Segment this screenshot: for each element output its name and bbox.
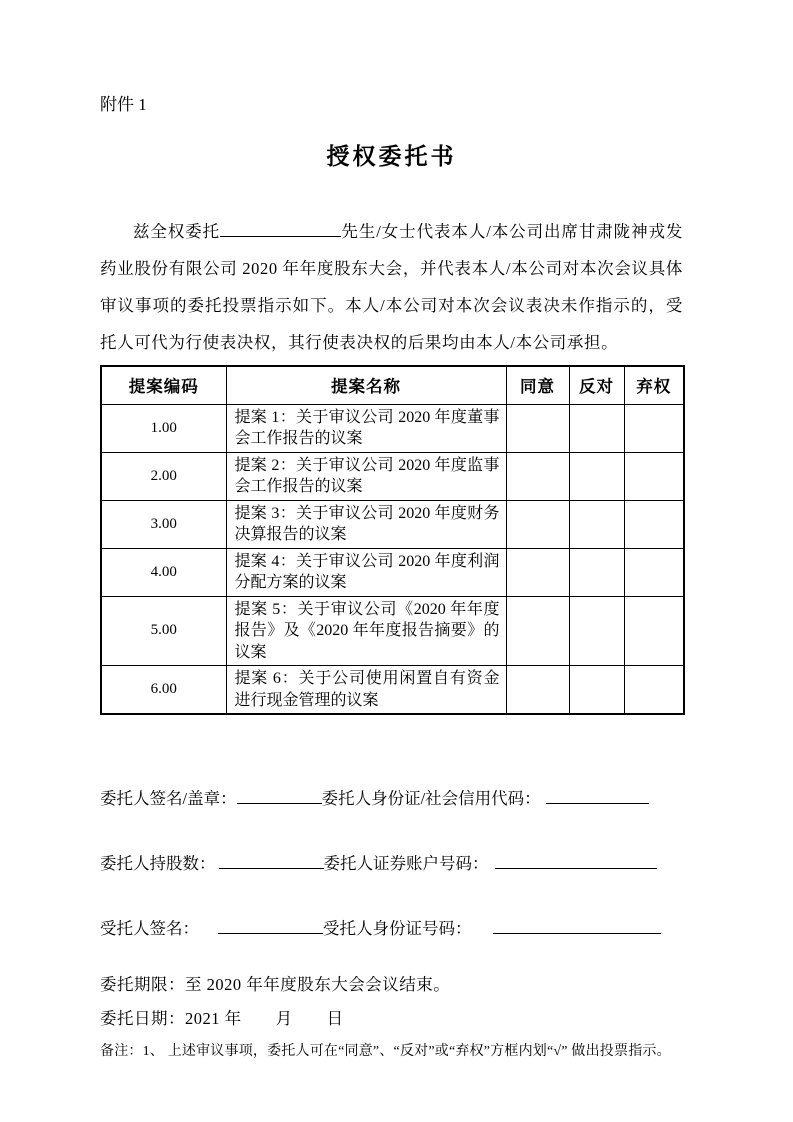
proposal-row (101, 596, 684, 666)
vote-abstain-cell (624, 666, 684, 715)
proposal-name-cell: 提案 1：关于审议公司 2020 年度董事会工作报告的议案 (226, 404, 506, 452)
vote-abstain-cell (624, 500, 684, 548)
trustee-id-blank-line (493, 917, 661, 934)
principal-shares-blank-line (219, 852, 324, 869)
vote-agree-cell (506, 404, 569, 452)
principal-shares-label: 委托人持股数： (100, 854, 216, 873)
trustee-signature-label: 受托人签名： (100, 919, 199, 938)
vote-against-cell (569, 500, 624, 548)
vote-against-cell (569, 666, 624, 715)
attorney-name-blank-line (220, 220, 341, 237)
intro-paragraph (100, 213, 683, 361)
vote-agree-cell (506, 452, 569, 500)
proposal-name-cell: 提案 5：关于审议公司《2020 年年度报告》及《2020 年年度报告摘要》的议案 (226, 596, 506, 666)
col-header-against: 反对 (569, 366, 624, 404)
col-header-proposal-code: 提案编码 (101, 366, 226, 404)
vote-abstain-cell (624, 596, 684, 666)
vote-against-cell (569, 452, 624, 500)
vote-against-cell (569, 404, 624, 452)
principal-signature-blank-line (237, 787, 322, 804)
col-header-abstain: 弃权 (624, 366, 684, 404)
vote-agree-cell (506, 666, 569, 715)
trustee-signature-blank-line (218, 917, 323, 934)
document-title: 授权委托书 (326, 143, 457, 169)
proposal-code-cell: 6.00 (101, 666, 226, 715)
proposal-code-cell: 2.00 (101, 452, 226, 500)
vote-agree-cell (506, 500, 569, 548)
proposal-row (101, 404, 684, 452)
col-header-agree: 同意 (506, 366, 569, 404)
vote-abstain-cell (624, 452, 684, 500)
vote-agree-cell (506, 548, 569, 596)
principal-securities-account-blank-line (495, 852, 657, 869)
proposal-row (101, 548, 684, 596)
trustee-signature-row (100, 917, 683, 940)
proxy-term-line: 委托期限：至 2020 年年度股东大会会议结束。 (100, 975, 451, 994)
principal-signature-row (100, 787, 683, 810)
proxy-date-line: 委托日期：2021 年 月 日 (100, 1009, 344, 1028)
proposal-code-cell: 4.00 (101, 548, 226, 596)
remark-note: 备注：1、 上述审议事项，委托人可在“同意”、“反对”或“弃权”方框内划“√” 做出投票指示。 (100, 1044, 671, 1059)
principal-shares-row (100, 852, 683, 875)
principal-securities-account-label: 委托人证券账户号码： (323, 854, 489, 873)
proposal-row (101, 452, 684, 500)
proposal-code-cell: 3.00 (101, 500, 226, 548)
col-header-proposal-name: 提案名称 (226, 366, 506, 404)
table-header-row (101, 366, 684, 404)
proposal-name-cell: 提案 3：关于审议公司 2020 年度财务决算报告的议案 (226, 500, 506, 548)
vote-agree-cell (506, 596, 569, 666)
intro-text-after-blank: 先生/女士代表本人/本公司出席甘肃陇神戎发药业股份有限公司 2020 年年度股东大会，并代表本人/本公司对本次会议具体审议事项的委托投票指示如下。本人/本公司对本次会议表决未作指示的，受托人可代为行使表决权，其行使表决权的后果均由本人/本公司承担。 (100, 222, 684, 352)
attachment-label: 附件 1 (100, 95, 147, 114)
proposal-vote-table (100, 365, 685, 715)
proposal-row (101, 666, 684, 715)
principal-signature-label: 委托人签名/盖章： (100, 789, 237, 808)
proposal-code-cell: 5.00 (101, 596, 226, 666)
proposal-row (101, 500, 684, 548)
proposal-code-cell: 1.00 (101, 404, 226, 452)
proposal-name-cell: 提案 6：关于公司使用闲置自有资金进行现金管理的议案 (226, 666, 506, 715)
vote-against-cell (569, 596, 624, 666)
vote-abstain-cell (624, 548, 684, 596)
proposal-name-cell: 提案 4：关于审议公司 2020 年度利润分配方案的议案 (226, 548, 506, 596)
vote-against-cell (569, 548, 624, 596)
vote-abstain-cell (624, 404, 684, 452)
intro-text-before-blank: 兹全权委托 (133, 222, 221, 241)
principal-id-blank-line (546, 787, 649, 804)
trustee-id-label: 受托人身份证号码： (323, 919, 472, 938)
proposal-name-cell: 提案 2：关于审议公司 2020 年度监事会工作报告的议案 (226, 452, 506, 500)
principal-id-label: 委托人身份证/社会信用代码： (321, 789, 541, 808)
